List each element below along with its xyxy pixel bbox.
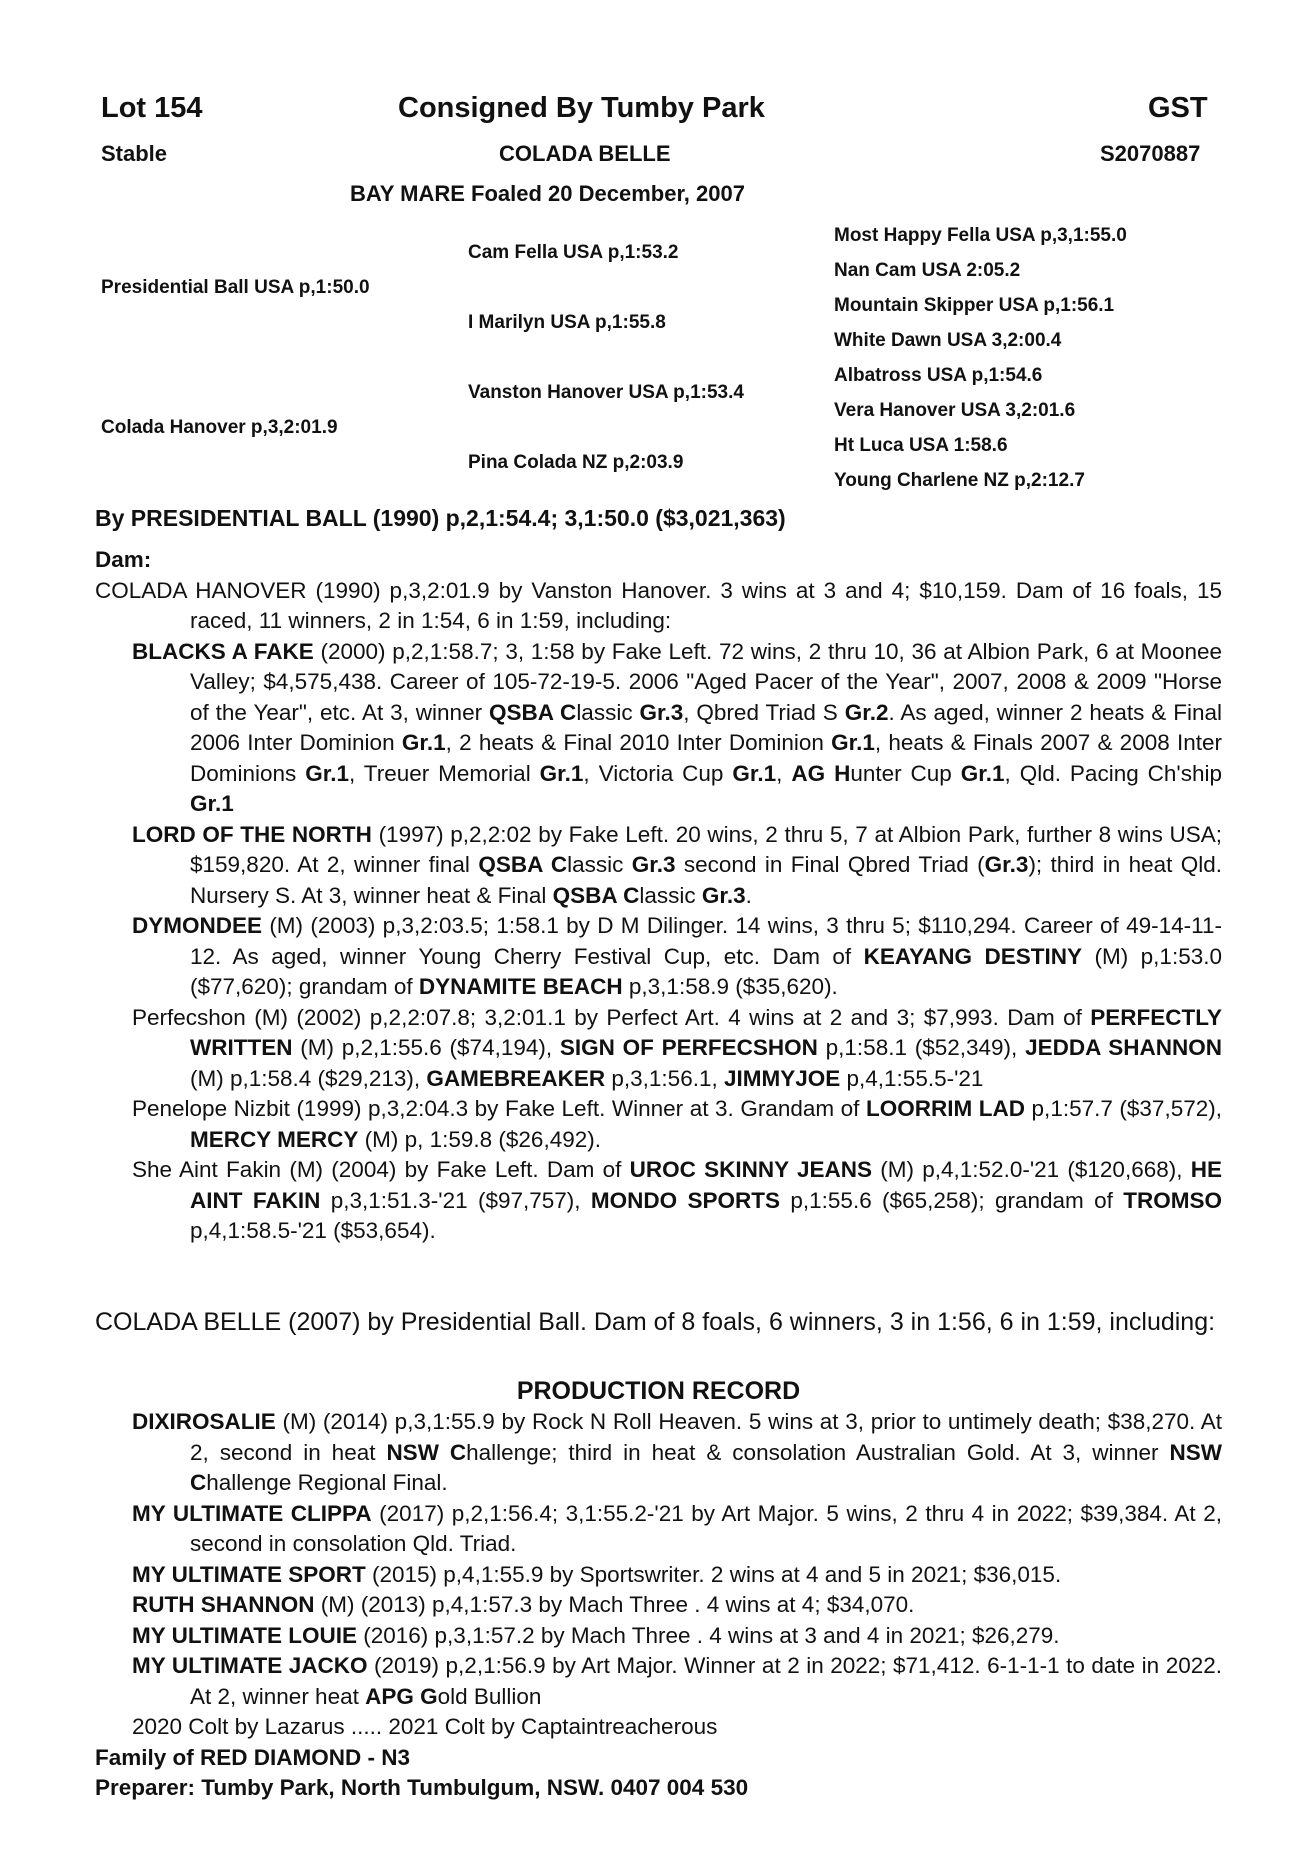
entry-name: MY ULTIMATE SPORT bbox=[132, 1561, 366, 1587]
entry-text: (M) (2014) p,3,1:55.9 by Rock N Roll Heaven. 5 wins at 3, prior to untimely death; $38,270. At 2, second in heat NSW Challenge; third in heat & consolation Australian Gold. At 3, winner NSW Challenge Regional Final. bbox=[190, 1409, 1222, 1495]
entry-name: DIXIROSALIE bbox=[132, 1409, 276, 1434]
pedigree-gen2-entry: Cam Fella USA p,1:53.2 bbox=[468, 242, 679, 263]
entry-5 bbox=[132, 1651, 1222, 1712]
pedigree-dam: Colada Hanover p,3,2:01.9 bbox=[101, 417, 338, 438]
entry-3 bbox=[132, 1003, 1222, 1095]
entry-1 bbox=[132, 820, 1222, 912]
pedigree-gen3-entry: White Dawn USA 3,2:00.4 bbox=[834, 330, 1062, 351]
entry-text: (2017) p,2,1:56.4; 3,1:55.2-'21 by Art Major. 5 wins, 2 thru 4 in 2022; $39,384. At 2, second in consolation Qld. Triad. bbox=[190, 1500, 1222, 1556]
entry-6 bbox=[132, 1712, 1222, 1743]
entry-name: MY ULTIMATE CLIPPA bbox=[132, 1500, 372, 1526]
entry-name: RUTH SHANNON bbox=[132, 1592, 315, 1617]
lot-number: Lot 154 bbox=[101, 92, 203, 124]
gst-label: GST bbox=[1148, 92, 1208, 124]
horse-name: COLADA BELLE bbox=[499, 141, 671, 166]
pedigree-gen3-entry: Nan Cam USA 2:05.2 bbox=[834, 260, 1021, 281]
entry-2 bbox=[132, 911, 1222, 1003]
entry-5 bbox=[132, 1155, 1222, 1247]
entry-text: 2020 Colt by Lazarus ..... 2021 Colt by Captaintreacherous bbox=[132, 1714, 718, 1739]
horse-id: S2070887 bbox=[1100, 141, 1201, 166]
pedigree-gen3-entry: Mountain Skipper USA p,1:56.1 bbox=[834, 295, 1115, 316]
pedigree-sire: Presidential Ball USA p,1:50.0 bbox=[101, 277, 370, 298]
entry-4 bbox=[132, 1094, 1222, 1155]
belle-intro: COLADA BELLE (2007) by Presidential Ball. Dam of 8 foals, 6 winners, 3 in 1:56, 6 in 1:59, including: bbox=[95, 1308, 1216, 1336]
preparer-line: Preparer: Tumby Park, North Tumbulgum, NSW. 0407 004 530 bbox=[95, 1775, 749, 1800]
entry-0 bbox=[132, 1407, 1222, 1499]
dam-section bbox=[95, 545, 1222, 1247]
production-section bbox=[95, 1375, 1222, 1804]
production-list bbox=[95, 1407, 1222, 1743]
entry-name: BLACKS A FAKE bbox=[132, 638, 314, 664]
entry-text: (2016) p,3,1:57.2 by Mach Three . 4 wins at 3 and 4 in 2021; $26,279. bbox=[357, 1622, 1060, 1648]
entry-text: She Aint Fakin (M) (2004) by Fake Left. Dam of UROC SKINNY JEANS (M) p,4,1:52.0-'21 ($120,668), HE AINT FAKIN p,3,1:51.3-'21 ($97,757), MONDO SPORTS p,1:55.6 ($65,258); grandam of TROMSO p,4,1:58.5-'21 ($53,654). bbox=[132, 1157, 1223, 1243]
sire-line: By PRESIDENTIAL BALL (1990) p,2,1:54.4; 3,1:50.0 ($3,021,363) bbox=[95, 505, 786, 531]
progeny-list bbox=[95, 637, 1222, 1247]
production-heading: PRODUCTION RECORD bbox=[516, 1377, 801, 1405]
pedigree-gen3-entry: Young Charlene NZ p,2:12.7 bbox=[834, 470, 1085, 491]
entry-name: MY ULTIMATE JACKO bbox=[132, 1653, 368, 1678]
entry-name: DYMONDEE bbox=[132, 913, 263, 938]
pedigree-gen2-entry: I Marilyn USA p,1:55.8 bbox=[468, 312, 666, 333]
family-line: Family of RED DIAMOND - N3 bbox=[95, 1744, 411, 1770]
dam-intro: COLADA HANOVER (1990) p,3,2:01.9 by Vanston Hanover. 3 wins at 3 and 4; $10,159. Dam of 16 foals, 15 raced, 11 winners, 2 in 1:54, 6 in 1:59, including: bbox=[95, 577, 1222, 633]
pedigree-gen3-entry: Vera Hanover USA 3,2:01.6 bbox=[834, 400, 1076, 421]
entry-text: (M) (2013) p,4,1:57.3 by Mach Three . 4 wins at 4; $34,070. bbox=[314, 1592, 915, 1617]
pedigree-gen2-entry: Pina Colada NZ p,2:03.9 bbox=[468, 452, 684, 473]
entry-3 bbox=[132, 1590, 1222, 1621]
entry-0 bbox=[132, 637, 1222, 820]
entry-name: LORD OF THE NORTH bbox=[132, 821, 372, 847]
pedigree-gen3-entry: Most Happy Fella USA p,3,1:55.0 bbox=[834, 225, 1127, 246]
entry-2 bbox=[132, 1560, 1222, 1591]
entry-4 bbox=[132, 1621, 1222, 1652]
consignor-title: Consigned By Tumby Park bbox=[398, 92, 765, 124]
dam-heading: Dam: bbox=[95, 547, 152, 572]
pedigree-gen3-entry: Albatross USA p,1:54.6 bbox=[834, 365, 1043, 386]
entry-text: Perfecshon (M) (2002) p,2,2:07.8; 3,2:01.1 by Perfect Art. 4 wins at 2 and 3; $7,993. Dam of PERFECTLY WRITTEN (M) p,2,1:55.6 ($74,194), SIGN OF PERFECSHON p,1:58.1 ($52,349), JEDDA SHANNON (M) p,1:58.4 ($29,213), GAMEBREAKER p,3,1:56.1, JIMMYJOE p,4,1:55.5-'21 bbox=[132, 1004, 1222, 1091]
entry-text: (2015) p,4,1:55.9 by Sportswriter. 2 wins at 4 and 5 in 2021; $36,015. bbox=[365, 1561, 1062, 1587]
entry-text: Penelope Nizbit (1999) p,3,2:04.3 by Fake Left. Winner at 3. Grandam of LOORRIM LAD p,1:57.7 ($37,572), MERCY MERCY (M) p, 1:59.8 ($26,492). bbox=[132, 1096, 1222, 1152]
entry-text: (M) (2003) p,3,2:03.5; 1:58.1 by D M Dilinger. 14 wins, 3 thru 5; $110,294. Career of 49-14-11-12. As aged, winner Young Cherry Festival Cup, etc. Dam of KEAYANG DESTINY (M) p,1:53.0 ($77,620); grandam of DYNAMITE BEACH p,3,1:58.9 ($35,620). bbox=[190, 913, 1222, 999]
stable-label: Stable bbox=[101, 141, 168, 166]
entry-text: (2000) p,2,1:58.7; 3, 1:58 by Fake Left. 72 wins, 2 thru 10, 36 at Albion Park, 6 at Moonee Valley; $4,575,438. Career of 105-72-19-5. 2006 "Aged Pacer of the Year", 2007, 2008 & 2009 "Horse of the Year", etc. At 3, winner QSBA Classic Gr.3, Qbred Triad S Gr.2. As aged, winner 2 heats & Final 2006 Inter Dominion Gr.1, 2 heats & Final 2010 Inter Dominion Gr.1, heats & Finals 2007 & 2008 Inter Dominions Gr.1, Treuer Memorial Gr.1, Victoria Cup Gr.1, AG Hunter Cup Gr.1, Qld. Pacing Ch'ship Gr.1 bbox=[190, 638, 1222, 816]
entry-text: (2019) p,2,1:56.9 by Art Major. Winner at 2 in 2022; $71,412. 6-1-1-1 to date in 2022. At 2, winner heat APG Gold Bullion bbox=[190, 1653, 1222, 1709]
pedigree-gen3-entry: Ht Luca USA 1:58.6 bbox=[834, 435, 1008, 456]
horse-description: BAY MARE Foaled 20 December, 2007 bbox=[350, 181, 745, 206]
entry-1 bbox=[132, 1499, 1222, 1560]
entry-name: MY ULTIMATE LOUIE bbox=[132, 1622, 357, 1648]
pedigree-gen2-entry: Vanston Hanover USA p,1:53.4 bbox=[468, 382, 744, 403]
entry-text: (1997) p,2,2:02 by Fake Left. 20 wins, 2 thru 5, 7 at Albion Park, further 8 wins USA; $159,820. At 2, winner final QSBA Classic Gr.3 second in Final Qbred Triad (Gr.3); third in heat Qld. Nursery S. At 3, winner heat & Final QSBA Classic Gr.3. bbox=[190, 821, 1223, 908]
